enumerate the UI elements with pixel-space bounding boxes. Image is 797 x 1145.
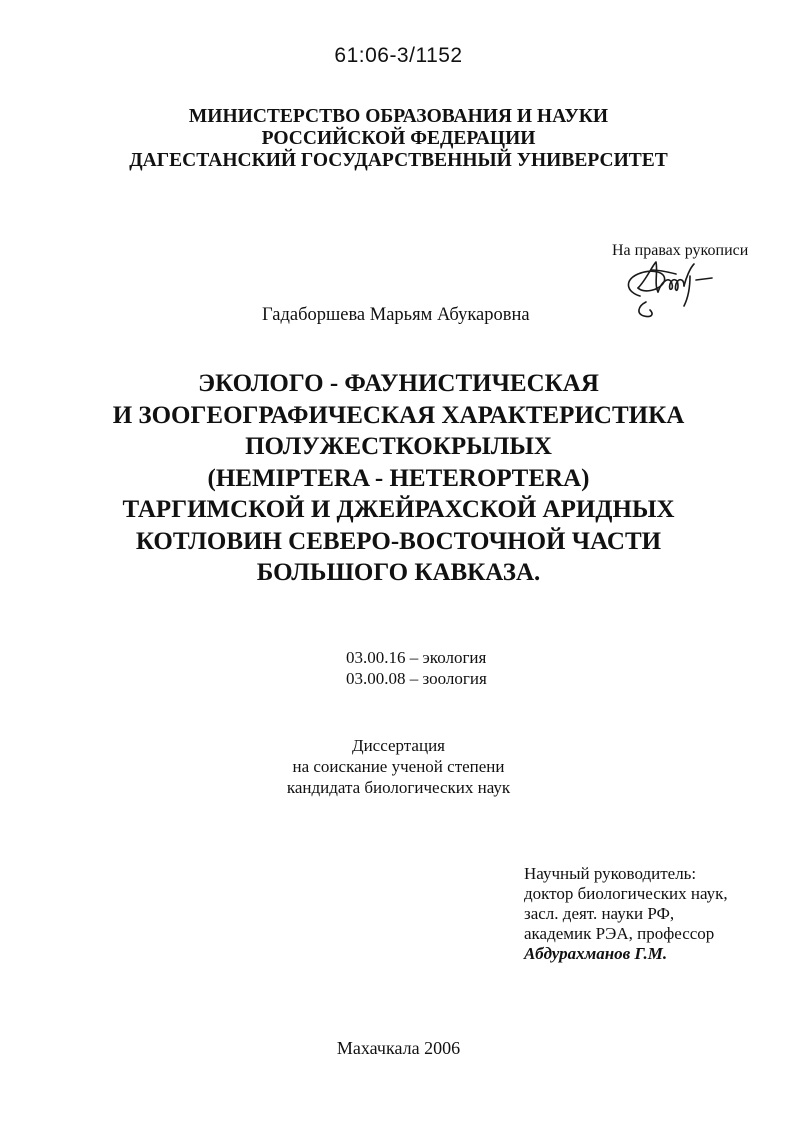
specialty-zoology: 03.00.08 – зоология (346, 669, 487, 688)
supervisor-line-3: засл. деят. науки РФ, (524, 904, 675, 923)
title-line-1: ЭКОЛОГО - ФАУНИСТИЧЕСКАЯ (198, 370, 599, 397)
degree-statement (0, 735, 797, 798)
manuscript-rights: На правах рукописи (612, 242, 749, 259)
title-line-7: БОЛЬШОГО КАВКАЗА. (256, 559, 541, 586)
ministry-line-1: МИНИСТЕРСТВО ОБРАЗОВАНИЯ И НАУКИ (188, 106, 609, 127)
supervisor-block (524, 864, 728, 964)
supervisor-line-4: академик РЭА, профессор (524, 924, 715, 943)
degree-line-2: на соискание ученой степени (292, 757, 505, 776)
author-name: Гадаборшева Марьям Абукаровна (262, 305, 530, 325)
title-line-2: И ЗООГЕОГРАФИЧЕСКАЯ ХАРАКТЕРИСТИКА (112, 401, 685, 429)
specialty-ecology: 03.00.16 – экология (346, 648, 487, 667)
supervisor-line-2: доктор биологических наук, (524, 884, 728, 903)
title-line-5: ТАРГИМСКОЙ И ДЖЕЙРАХСКОЙ АРИДНЫХ (122, 496, 675, 523)
ministry-line-3: ДАГЕСТАНСКИЙ ГОСУДАРСТВЕННЫЙ УНИВЕРСИТЕТ (129, 150, 668, 171)
handwritten-signature (618, 258, 728, 320)
title-line-6: КОТЛОВИН СЕВЕРО-ВОСТОЧНОЙ ЧАСТИ (135, 527, 662, 555)
degree-line-1: Диссертация (351, 736, 445, 755)
ministry-header (0, 106, 797, 172)
supervisor-name: Абдурахманов Г.М. (524, 944, 668, 963)
title-line-4: (HEMIPTERA - HETEROPTERA) (207, 464, 590, 492)
document-code: 61:06-3/1152 (334, 44, 463, 67)
specialty-codes (346, 647, 487, 689)
city-year: Махачкала 2006 (336, 1038, 461, 1058)
dissertation-title (0, 368, 797, 589)
degree-line-3: кандидата биологических наук (286, 778, 511, 797)
supervisor-line-1: Научный руководитель: (524, 864, 697, 883)
ministry-line-2: РОССИЙСКОЙ ФЕДЕРАЦИИ (261, 128, 536, 149)
title-line-3: ПОЛУЖЕСТКОКРЫЛЫХ (245, 433, 552, 460)
